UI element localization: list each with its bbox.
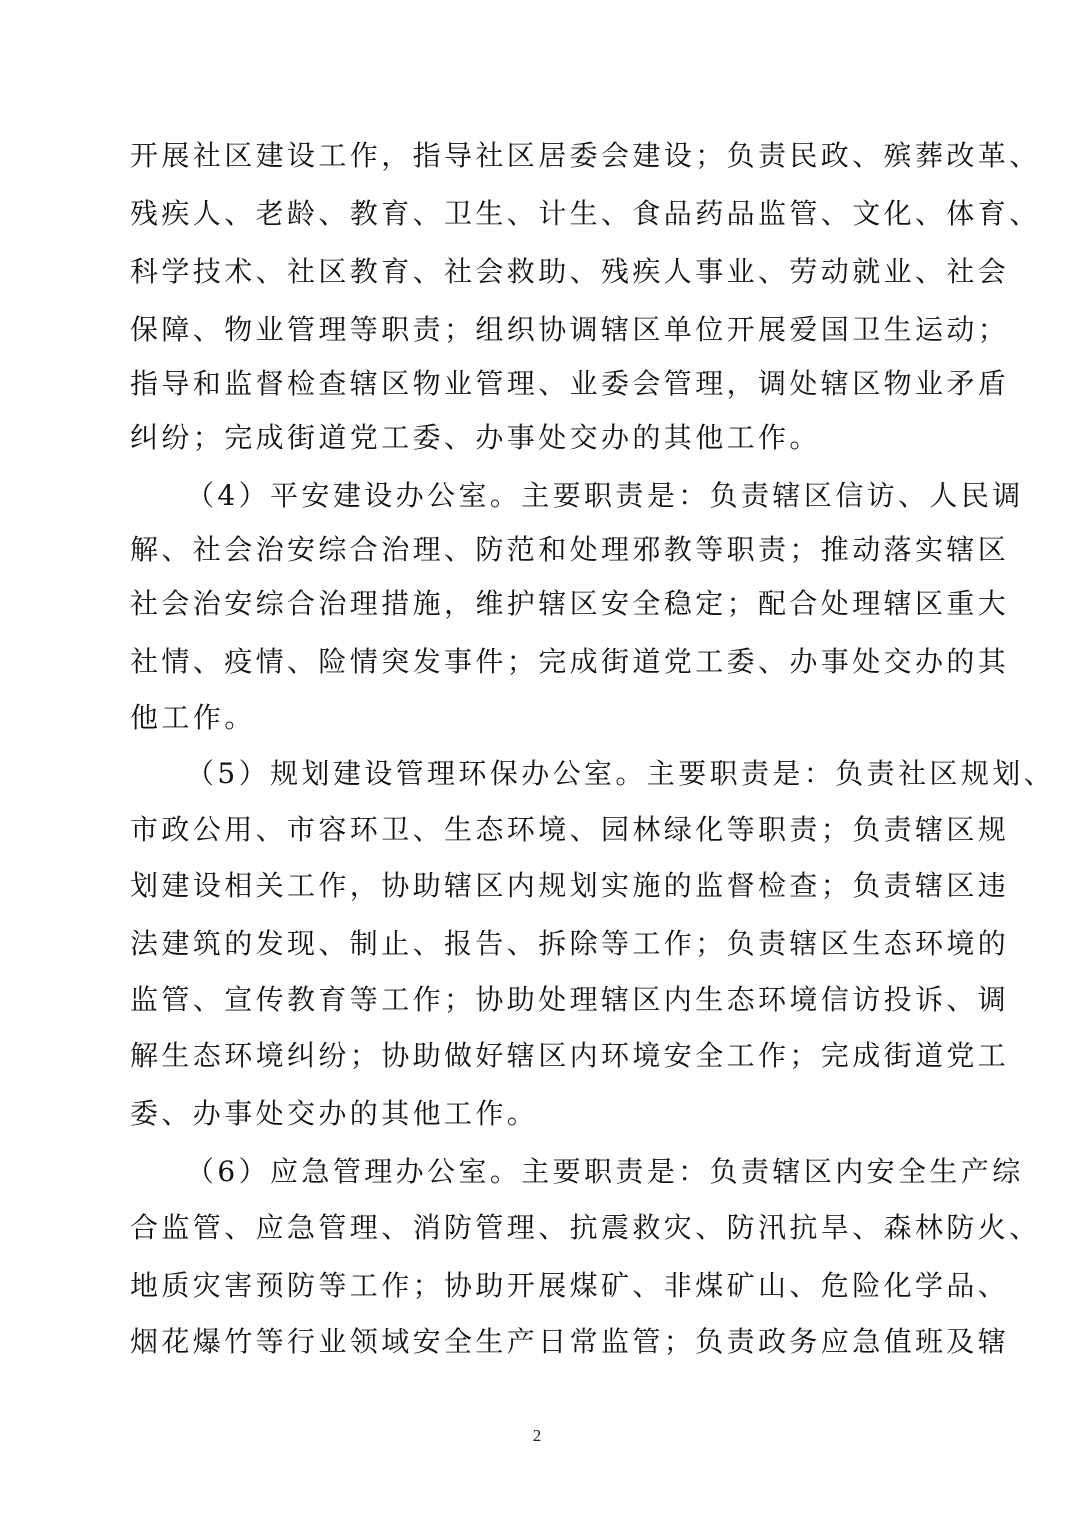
text-line: 保障、物业管理等职责；组织协调辖区单位开展爱国卫生运动；: [130, 313, 1010, 346]
text-line: 指导和监督检查辖区物业管理、业委会管理，调处辖区物业矛盾: [130, 367, 1010, 400]
text-line: 社情、疫情、险情突发事件；完成街道党工委、办事处交办的其: [130, 645, 1010, 678]
text-line: 社会治安综合治理措施，维护辖区安全稳定；配合处理辖区重大: [130, 587, 1010, 620]
text-line: 委、办事处交办的其他工作。: [130, 1097, 539, 1130]
page-number: 2: [532, 1426, 542, 1445]
text-line: 合监管、应急管理、消防管理、抗震救灾、防汛抗旱、森林防火、: [130, 1211, 1041, 1244]
text-line: 划建设相关工作，协助辖区内规划实施的监督检查；负责辖区违: [130, 869, 1010, 902]
text-line: 他工作。: [130, 701, 256, 734]
text-line: 纠纷；完成街道党工委、办事处交办的其他工作。: [130, 421, 821, 454]
text-line: （5）规划建设管理环保办公室。主要职责是：负责社区规划、: [186, 757, 1056, 790]
text-line: 解、社会治安综合治理、防范和处理邪教等职责；推动落实辖区: [130, 533, 1010, 566]
text-line: 科学技术、社区教育、社会救助、残疾人事业、劳动就业、社会: [130, 255, 1010, 288]
text-line: 开展社区建设工作，指导社区居委会建设；负责民政、殡葬改革、: [130, 139, 1041, 172]
text-line: 解生态环境纠纷；协助做好辖区内环境安全工作；完成街道党工: [130, 1039, 1010, 1072]
text-line: （6）应急管理办公室。主要职责是：负责辖区内安全生产综: [186, 1155, 1024, 1188]
text-line: （4）平安建设办公室。主要职责是：负责辖区信访、人民调: [186, 479, 1024, 512]
text-line: 市政公用、市容环卫、生态环境、园林绿化等职责；负责辖区规: [130, 813, 1010, 846]
text-line: 监管、宣传教育等工作；协助处理辖区内生态环境信访投诉、调: [130, 983, 1010, 1016]
text-line: 法建筑的发现、制止、报告、拆除等工作；负责辖区生态环境的: [130, 927, 1010, 960]
text-line: 烟花爆竹等行业领域安全生产日常监管；负责政务应急值班及辖: [130, 1325, 1010, 1358]
text-line: 残疾人、老龄、教育、卫生、计生、食品药品监管、文化、体育、: [130, 197, 1041, 230]
text-line: 地质灾害预防等工作；协助开展煤矿、非煤矿山、危险化学品、: [130, 1269, 1010, 1302]
